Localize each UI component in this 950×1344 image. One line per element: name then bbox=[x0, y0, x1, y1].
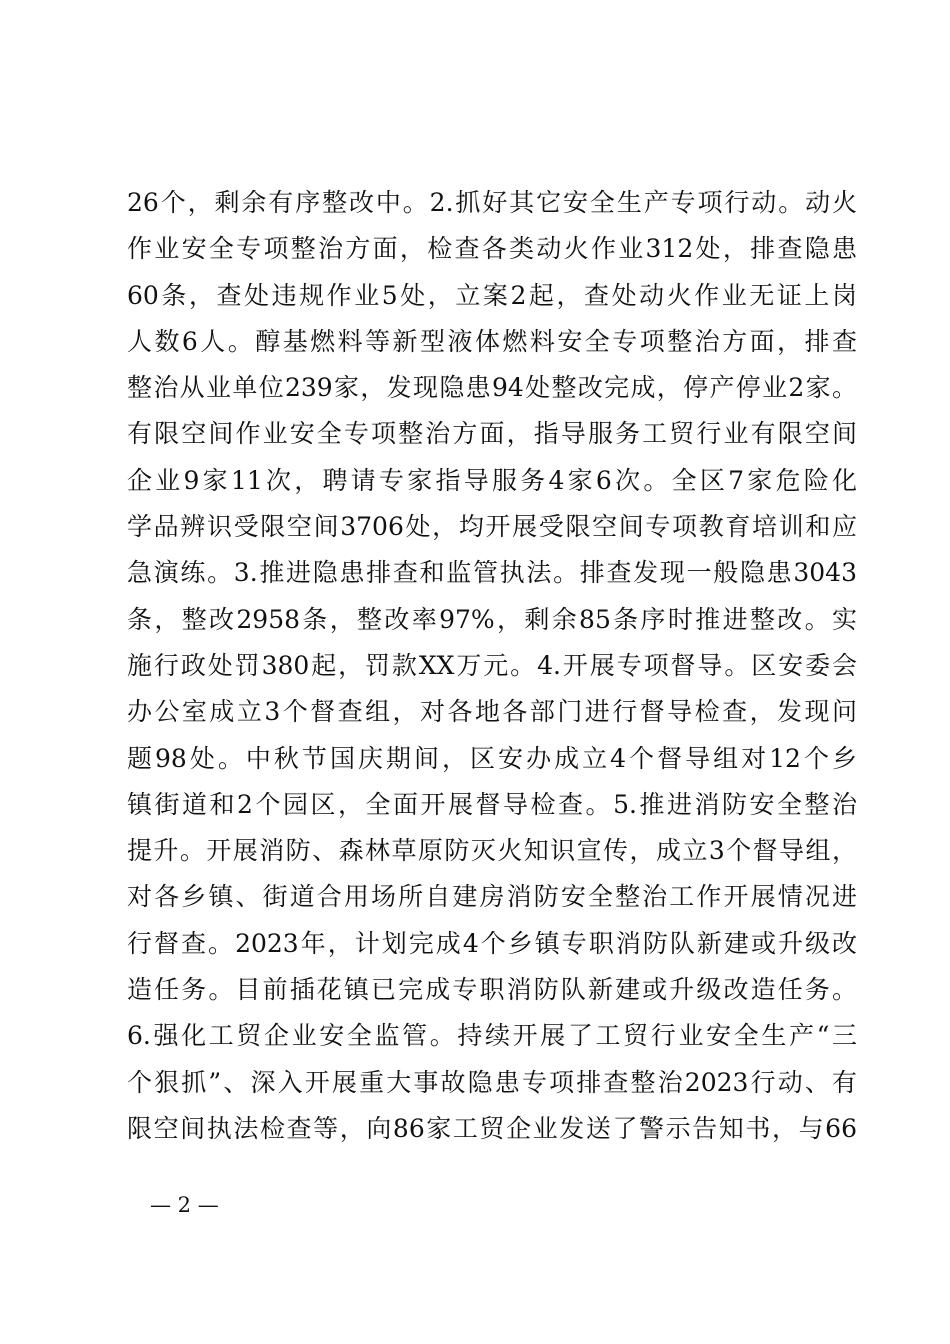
text-line: 急演练。3.推进隐患排查和监管执法。排查发现一般隐患3043 bbox=[127, 558, 857, 588]
text-line: 限空间执法检查等，向86家工贸企业发送了警示告知书，与66 bbox=[127, 1113, 857, 1143]
text-line: 办公室成立3个督查组，对各地各部门进行督导检查，发现问 bbox=[127, 697, 857, 727]
text-line: 提升。开展消防、森林草原防灭火知识宣传，成立3个督导组， bbox=[127, 836, 857, 866]
body-text bbox=[127, 180, 857, 1152]
text-line: 镇街道和2个园区，全面开展督导检查。5.推进消防安全整治 bbox=[127, 789, 857, 819]
text-line: 整治从业单位239家，发现隐患94处整改完成，停产停业2家。 bbox=[127, 373, 857, 403]
text-line: 学品辨识受限空间3706处，均开展受限空间专项教育培训和应 bbox=[127, 512, 857, 542]
text-line: 作业安全专项整治方面，检查各类动火作业312处，排查隐患 bbox=[127, 234, 857, 264]
text-line: 26个，剩余有序整改中。2.抓好其它安全生产专项行动。动火 bbox=[127, 188, 857, 217]
text-line: 题98处。中秋节国庆期间，区安办成立4个督导组对12个乡 bbox=[127, 743, 857, 773]
text-line: 有限空间作业安全专项整治方面，指导服务工贸行业有限空间 bbox=[127, 419, 857, 449]
text-line: 施行政处罚380起，罚款XX万元。4.开展专项督导。区安委会 bbox=[127, 650, 857, 680]
text-line: 6.强化工贸企业安全监管。持续开展了工贸行业安全生产“三 bbox=[127, 1021, 857, 1051]
text-line: 60条，查处违规作业5处，立案2起，查处动火作业无证上岗 bbox=[127, 280, 857, 310]
text-line: 行督查。2023年，计划完成4个乡镇专职消防队新建或升级改 bbox=[127, 928, 857, 958]
text-line: 对各乡镇、街道合用场所自建房消防安全整治工作开展情况进 bbox=[127, 882, 857, 912]
text-line: 造任务。目前插花镇已完成专职消防队新建或升级改造任务。 bbox=[127, 975, 857, 1005]
text-line: 企业9家11次，聘请专家指导服务4家6次。全区7家危险化 bbox=[127, 465, 857, 495]
text-line: 条，整改2958条，整改率97%，剩余85条序时推进整改。实 bbox=[127, 604, 857, 634]
text-line: 个狠抓”、深入开展重大事故隐患专项排查整治2023行动、有 bbox=[127, 1067, 857, 1097]
text-line: 人数6人。醇基燃料等新型液体燃料安全专项整治方面，排查 bbox=[127, 326, 857, 356]
page-number: — 2 — bbox=[150, 1193, 219, 1217]
